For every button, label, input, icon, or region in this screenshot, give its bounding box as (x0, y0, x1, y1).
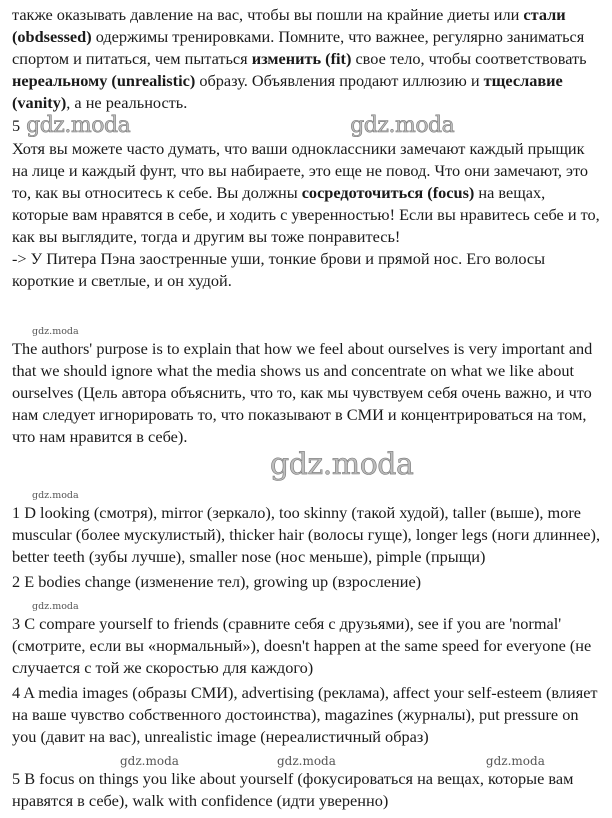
text: также оказывать давление на вас, чтобы вы пошли на крайние диеты или (12, 5, 524, 24)
paragraph-authors-purpose: The authors' purpose is to explain that how we feel about ourselves is very important and that we should ignore what the media shows us and concentrate on what we like about ourselves (Цель автора объяснить, что то, как мы чувствуем себя очень важно, и что нам следует игнорировать то, что показывают в СМИ и концентрироваться на том, что нам нравится в себе). (12, 339, 593, 446)
bold-term: нереальному (unrealistic) (12, 71, 196, 90)
text: образу. Объявления продают иллюзию и (195, 71, 484, 90)
bold-term: сосредоточиться (focus) (301, 183, 475, 202)
watermark: gdz.moda (32, 490, 79, 501)
text: на вещах, которые вам нравятся в себе, и ходить с уверенностью! Если вы нравитесь себе и то, как вы выглядите, тогда и другим вы тоже понравитесь! (12, 183, 600, 246)
watermark-row (12, 748, 612, 768)
watermark-row (12, 482, 612, 502)
answer-5: 5 B focus on things you like about yourself (фокусироваться на вещах, которые вам нравятся в себе), walk with confidence (идти уверенно) (12, 769, 574, 810)
watermark-row (12, 318, 612, 338)
bold-term: изменить (fit) (251, 49, 352, 68)
paragraph-classmates (12, 138, 602, 248)
answer-3: 3 C compare yourself to friends (сравните себя с друзьями), see if you are 'normal' (смотрите, если вы «нормальный»), doesn't happen at the same speed for everyone (не случается с той же скоростью для каждого) (12, 614, 592, 677)
watermark-row (12, 593, 612, 613)
watermark: gdz.moda (26, 113, 131, 138)
bold-term: тщеславие (vanity) (12, 71, 563, 112)
answer-1: 1 D looking (смотря), mirror (зеркало), too skinny (такой худой), taller (выше), more muscular (более мускулистый), thicker hair (волосы гуще), longer legs (ноги длиннее), better teeth (зубы лучше), smaller nose (нос меньше), pimple (прыщи) (12, 503, 601, 566)
section-number: 5 (12, 116, 21, 135)
answer-4: 4 A media images (образы СМИ), advertising (реклама), affect your self-esteem (влияет на ваше чувство собственного достоинства), magazines (журналы), put pressure on you (давит на вас), unrealistic image (нереалистичный образ) (12, 683, 598, 746)
watermark: gdz.moda (485, 754, 545, 768)
watermark: gdz.moda (276, 754, 336, 768)
watermark: gdz.moda (120, 754, 179, 768)
paragraph-ad-pressure (12, 4, 602, 114)
bold-term: стали (obdsessed) (12, 5, 566, 46)
answer-2: 2 E bodies change (изменение тел), growing up (взросление) (12, 572, 422, 591)
watermark-row (12, 448, 612, 482)
text: , а не реальность. (66, 93, 188, 112)
text: Хотя вы можете часто думать, что ваши одноклассники замечают каждый прыщик на лице и каждый фунт, что вы набираете, это еще не повод. Что они замечают, это то, как вы относитесь к себе. Вы должны (12, 139, 589, 202)
paragraph-peter-pan: -> У Питера Пэна заостренные уши, тонкие брови и прямой нос. Его волосы короткие и светлые, и он худой. (12, 249, 546, 290)
watermark: gdz.moda (270, 447, 414, 482)
text: одержимы тренировками. Помните, что важнее, регулярно заниматься спортом и питаться, чем пытаться (12, 27, 585, 68)
text: свое тело, чтобы соответствовать (351, 49, 587, 68)
section-5-header (12, 114, 602, 138)
watermark: gdz.moda (350, 113, 455, 138)
watermark: gdz.moda (32, 601, 79, 612)
watermark: gdz.moda (32, 326, 79, 337)
